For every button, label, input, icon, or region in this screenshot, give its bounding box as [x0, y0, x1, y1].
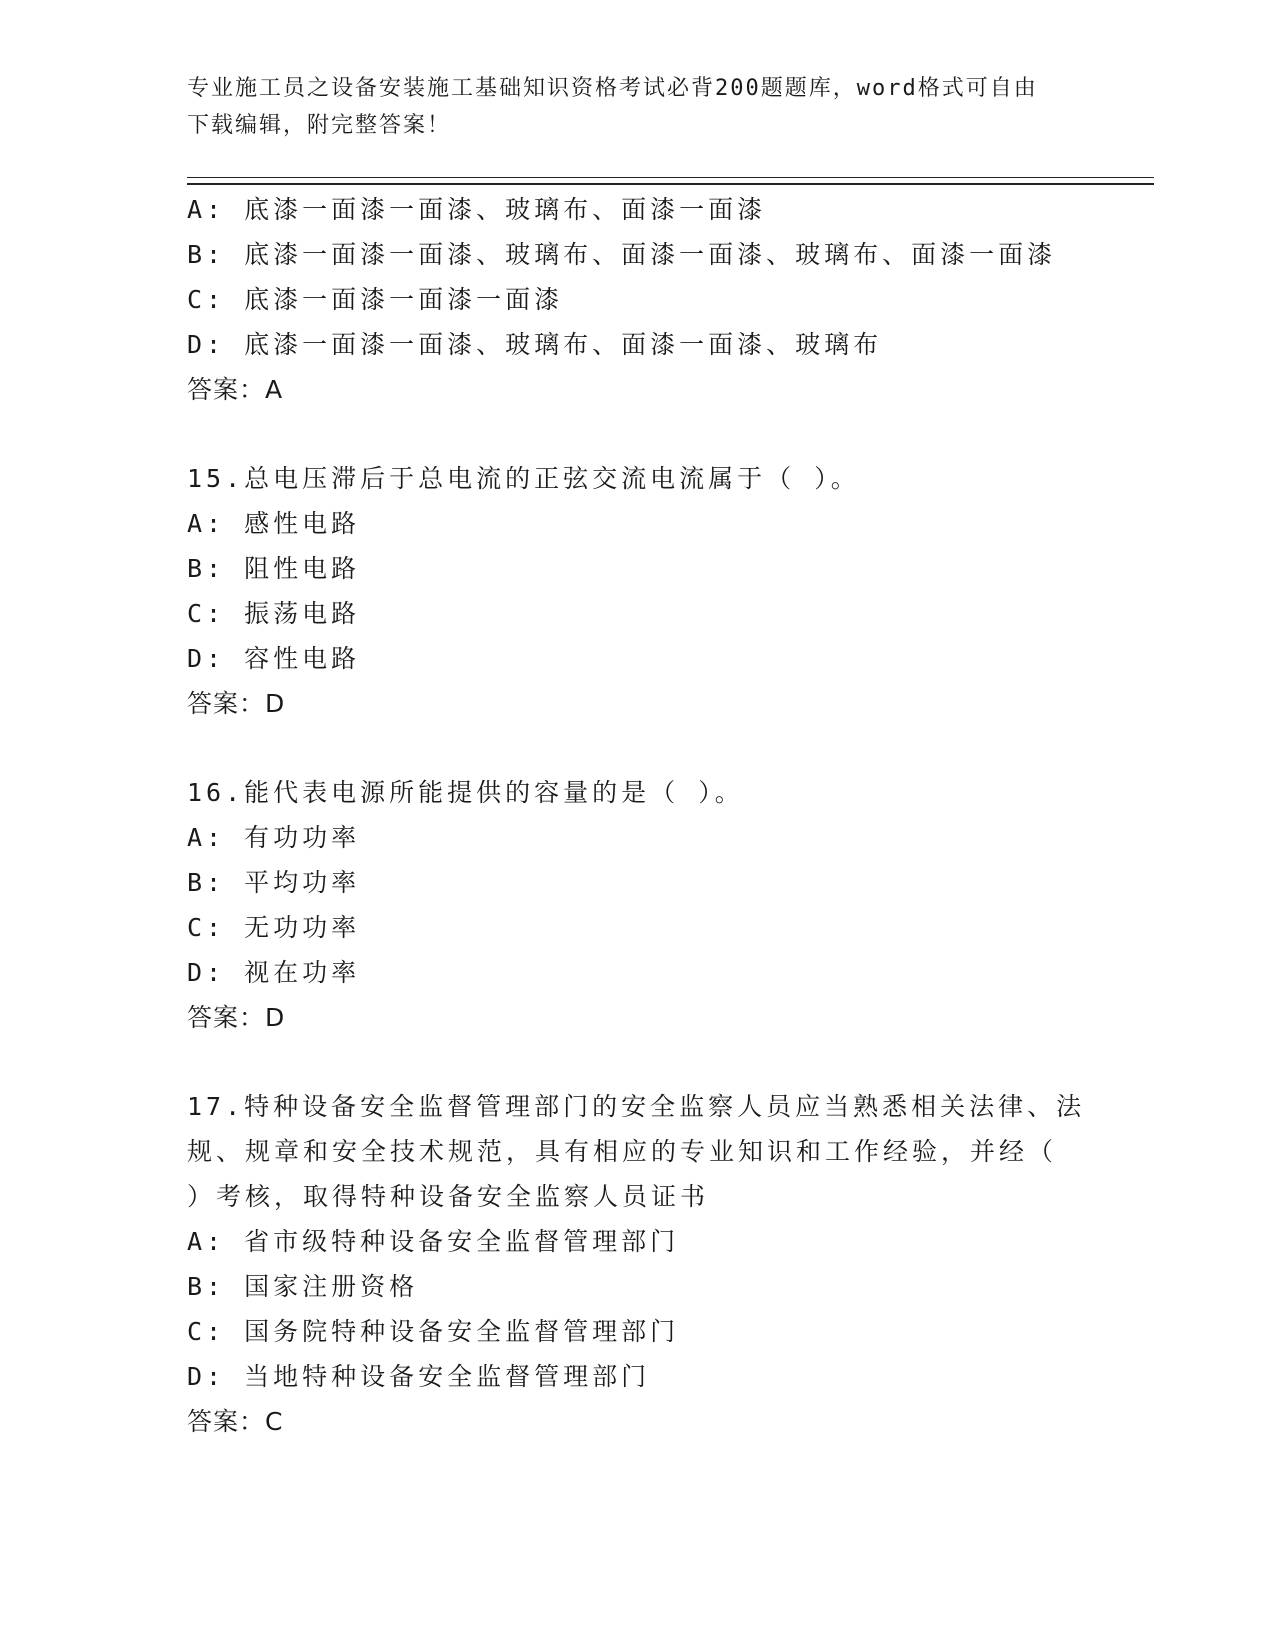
q14-answer: 答案：A [187, 375, 284, 404]
q17-question-line-3: ）考核，取得特种设备安全监察人员证书 [187, 1182, 710, 1211]
q15-question: 15.总电压滞后于总电流的正弦交流电流属于（ ）。 [187, 464, 860, 493]
q16-option-d: D: 视在功率 [187, 958, 361, 987]
q15-option-a: A: 感性电路 [187, 509, 361, 538]
q17-question-line-2: 规、规章和安全技术规范，具有相应的专业知识和工作经验，并经（ [187, 1137, 1058, 1166]
q14-option-c: C: 底漆一面漆一面漆一面漆 [187, 285, 564, 314]
q14-option-d: D: 底漆一面漆一面漆、玻璃布、面漆一面漆、玻璃布 [187, 330, 883, 359]
q16-option-b: B: 平均功率 [187, 868, 361, 897]
q15-answer: 答案：D [187, 689, 286, 718]
header-divider-thin [187, 177, 1154, 178]
q17-option-c: C: 国务院特种设备安全监督管理部门 [187, 1317, 680, 1346]
q17-answer: 答案：C [187, 1407, 284, 1436]
q14-option-b: B: 底漆一面漆一面漆、玻璃布、面漆一面漆、玻璃布、面漆一面漆 [187, 240, 1057, 269]
q15-option-b: B: 阻性电路 [187, 554, 361, 583]
q17-option-b: B: 国家注册资格 [187, 1272, 419, 1301]
q16-question: 16.能代表电源所能提供的容量的是（ ）。 [187, 778, 744, 807]
q16-answer: 答案：D [187, 1003, 286, 1032]
q17-option-d: D: 当地特种设备安全监督管理部门 [187, 1362, 651, 1391]
q15-option-d: D: 容性电路 [187, 644, 361, 673]
q16-option-c: C: 无功功率 [187, 913, 361, 942]
q16-option-a: A: 有功功率 [187, 823, 361, 852]
header-divider-thick [187, 183, 1154, 185]
q17-question-line-1: 17.特种设备安全监督管理部门的安全监察人员应当熟悉相关法律、法 [187, 1092, 1086, 1121]
header-line-1: 专业施工员之设备安装施工基础知识资格考试必背200题题库，word格式可自由 [187, 76, 1038, 101]
document-header [187, 70, 1087, 144]
q14-option-a: A: 底漆一面漆一面漆、玻璃布、面漆一面漆 [187, 195, 767, 224]
header-line-2: 下载编辑，附完整答案！ [187, 113, 452, 138]
q15-option-c: C: 振荡电路 [187, 599, 361, 628]
q17-option-a: A: 省市级特种设备安全监督管理部门 [187, 1227, 680, 1256]
